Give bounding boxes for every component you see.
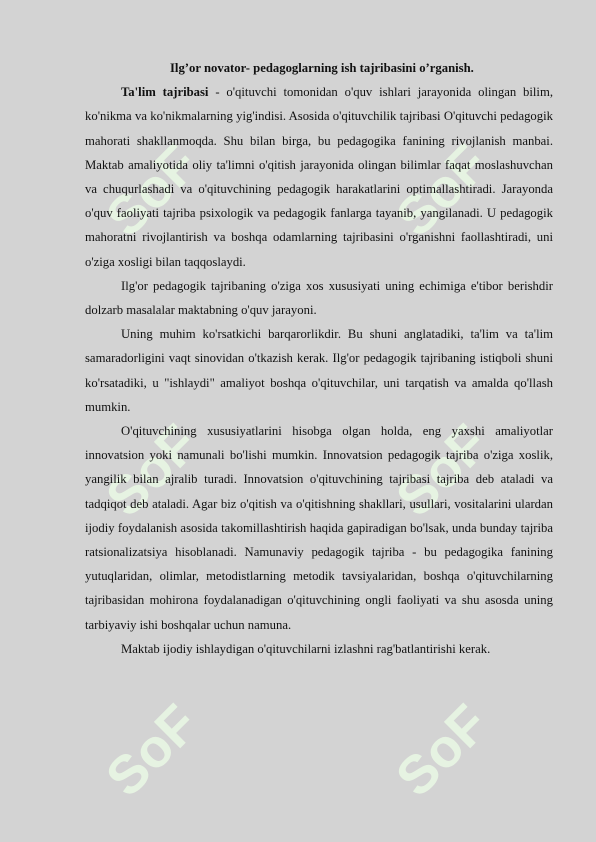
paragraph-5: Maktab ijodiy ishlaydigan o'qituvchilarni izlashni rag'batlantirishi kerak. xyxy=(121,641,491,656)
paragraph-3: Uning muhim ko'rsatkichi barqarorlikdir. Bu shuni anglatadiki, ta'lim va ta'lim samaradorligini vaqt sinovidan o'tkazish kerak. Ilg'or pedagogik tajribaning istiqboli shuni ko'rsatadiki, u "ishlaydi" amaliyot boshqa o'qituvchilar, uni tarqatish va amalda qo'llash mumkin. xyxy=(85,327,553,414)
watermark-logo xyxy=(370,680,510,820)
paragraph-2: Ilg'or pedagogik tajribaning o'ziga xos xususiyati uning echimiga e'tibor berishdir dolzarb masalalar maktabning o'quv jarayoni. xyxy=(85,278,553,318)
svg-text:SoF: SoF xyxy=(384,133,500,248)
svg-text:SoF: SoF xyxy=(94,693,210,808)
watermark-logo xyxy=(80,680,220,820)
svg-text:SoF: SoF xyxy=(94,133,210,248)
svg-text:SoF: SoF xyxy=(94,413,210,528)
svg-text:SoF: SoF xyxy=(384,693,500,808)
paragraph-4: O'qituvchining xususiyatlarini hisobga olgan holda, eng yaxshi amaliyotlar innovatsion yoki namunali bo'lishi mumkin. Innovatsion pedagogik tajriba o'ziga xoslik, yangilik bilan ajralib turadi. Innovatsion o'qituvchining tajribasi tajriba deb ataladi va tadqiqot deb ataladi. Agar biz o'qitish va o'qitishning shakllari, usullari, vositalarini ulardan ijodiy foydalanish asosida takomillashtirish haqida gapiradigan bo'lsak, unda bunday tajriba ratsionalizatsiya hisoblanadi. Namunaviy pedagogik tajriba - bu pedagogika fanining yutuqlaridan, olimlar, metodistlarning metodik tavsiyalaridan, boshqa o'qituvchilarning tajribasidan mohirona foydalanadigan o'qituvchining ongli faoliyati va shu asosda uning tarbiyaviy ishi boshqalar uchun namuna. xyxy=(85,424,553,632)
document-body xyxy=(85,56,553,661)
paragraph-text: - o'qituvchi tomonidan o'quv ishlari jarayonida olingan bilim, ko'nikma va ko'nikmalarning yig'indisi. Asosida o'qituvchilik tajribasi O'qituvchi pedagogik mahorati shakllanmoqda. Shu bilan birga, bu pedagogika fanining rivojlanish manbai. Maktab amaliyotida oliy ta'limni o'qitish jarayonida olingan bilimlar faqat moslashuvchan va chuqurlashadi va o'qituvchining pedagogik harakatlarini optimallashtiradi. Jarayonda o'quv faoliyati tajriba psixologik va pedagogik fanlarga tayanib, yangilanadi. U pedagogik mahoratni rivojlantirish va boshqa odamlarning tajribasini o'rganishni faollashtiradi, uni o'ziga xosligi bilan taqqoslaydi. xyxy=(85,85,553,269)
svg-text:SoF: SoF xyxy=(384,413,500,528)
document-title: Ilg’or novator- pedagoglarning ish tajribasini o’rganish. xyxy=(170,61,474,75)
paragraph-lead: Ta'lim tajribasi xyxy=(121,85,209,100)
paragraph-1 xyxy=(85,80,553,274)
